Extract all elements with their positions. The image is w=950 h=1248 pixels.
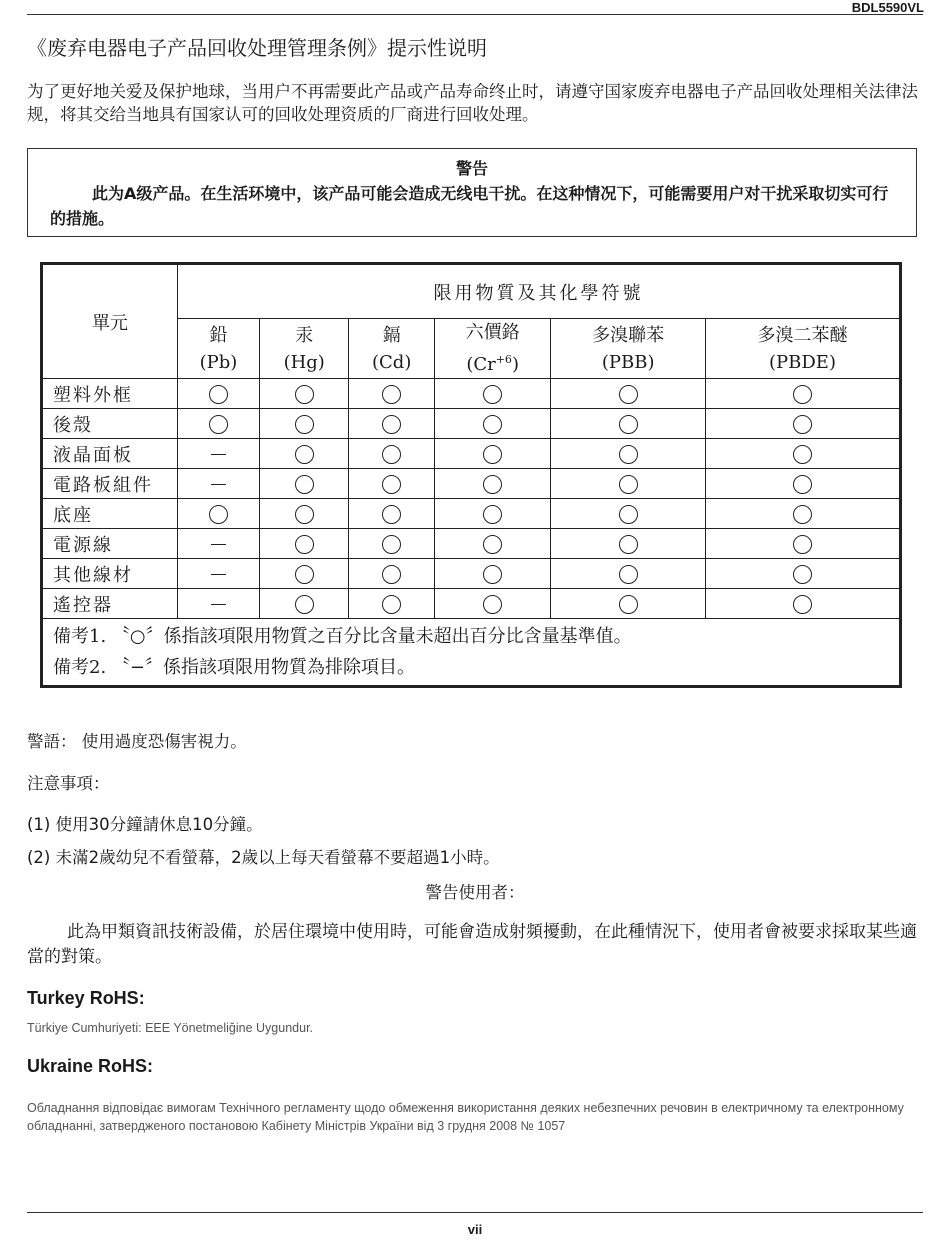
circle-mark-icon bbox=[619, 475, 638, 494]
circle-mark-icon bbox=[793, 565, 812, 584]
compliance-cell bbox=[434, 559, 550, 589]
compliance-cell bbox=[259, 499, 349, 529]
substance-symbol bbox=[706, 349, 899, 376]
compliance-cell bbox=[706, 439, 901, 469]
compliance-cell bbox=[349, 589, 434, 619]
dash-mark-icon bbox=[211, 574, 226, 575]
circle-mark-icon bbox=[793, 445, 812, 464]
circle-mark-icon bbox=[619, 535, 638, 554]
compliance-cell bbox=[706, 559, 901, 589]
table-row bbox=[42, 589, 901, 619]
compliance-cell bbox=[706, 529, 901, 559]
intro-paragraph: 为了更好地关爱及保护地球，当用户不再需要此产品或产品寿命终止时，请遵守国家废弃电器电子产品回收处理相关法律法规，将其交给当地具有国家认可的回收处理资质的厂商进行回收处理。 bbox=[27, 82, 918, 124]
circle-mark-icon bbox=[382, 535, 401, 554]
header-rule bbox=[27, 14, 923, 15]
circle-mark-icon bbox=[295, 385, 314, 404]
substance-symbol-end: ) bbox=[511, 354, 519, 375]
part-name: 遙控器 bbox=[42, 589, 178, 619]
compliance-cell bbox=[178, 589, 260, 619]
compliance-cell bbox=[178, 409, 260, 439]
compliance-cell bbox=[349, 409, 434, 439]
substance-symbol-text: (PBB) bbox=[601, 351, 655, 373]
substance-symbol-text: (Cr bbox=[466, 354, 496, 375]
compliance-cell bbox=[706, 589, 901, 619]
compliance-cell bbox=[259, 529, 349, 559]
compliance-cell bbox=[178, 499, 260, 529]
circle-mark-icon bbox=[793, 505, 812, 524]
substance-name: 鉛 bbox=[209, 324, 228, 346]
substance-symbol-text: (Pb) bbox=[199, 351, 238, 373]
circle-mark-icon bbox=[483, 595, 502, 614]
turkey-rohs-heading: Turkey RoHS: bbox=[27, 988, 145, 1008]
ukraine-rohs-text: Обладнання відповідає вимогам Технічного регламенту щодо обмеження використання деяких небезпечних речовин в електричному та електронному обладнанні, затвердженого постановою Кабінету Міністрів України від 3 грудня 2008 № 1057 bbox=[27, 1101, 904, 1133]
table-note-1: 備考1. 〝○〞係指該項限用物質之百分比含量未超出百分比含量基準值。 bbox=[53, 626, 632, 647]
compliance-cell bbox=[259, 409, 349, 439]
circle-mark-icon bbox=[382, 385, 401, 404]
table-row bbox=[42, 529, 901, 559]
substance-name: 汞 bbox=[295, 324, 314, 346]
dash-mark-icon bbox=[211, 604, 226, 605]
compliance-cell bbox=[349, 469, 434, 499]
circle-mark-icon bbox=[483, 505, 502, 524]
circle-mark-icon bbox=[793, 385, 812, 404]
hazardous-substances-table bbox=[40, 262, 902, 688]
dash-mark-icon bbox=[211, 484, 226, 485]
dash-mark-icon bbox=[211, 454, 226, 455]
circle-mark-icon bbox=[793, 475, 812, 494]
compliance-cell bbox=[259, 469, 349, 499]
substance-header bbox=[434, 319, 550, 379]
footer-rule bbox=[27, 1212, 923, 1213]
table-body bbox=[42, 379, 901, 619]
warning-title: 警告 bbox=[455, 159, 488, 178]
part-name: 液晶面板 bbox=[42, 439, 178, 469]
part-name: 其他線材 bbox=[42, 559, 178, 589]
substance-symbol-superscript: +6 bbox=[495, 353, 512, 366]
substance-symbol bbox=[435, 346, 550, 378]
circle-mark-icon bbox=[209, 505, 228, 524]
circle-mark-icon bbox=[619, 565, 638, 584]
table-row bbox=[42, 499, 901, 529]
part-name: 底座 bbox=[42, 499, 178, 529]
compliance-cell bbox=[551, 409, 706, 439]
substance-header bbox=[551, 319, 706, 379]
circle-mark-icon bbox=[295, 565, 314, 584]
circle-mark-icon bbox=[483, 565, 502, 584]
circle-mark-icon bbox=[793, 535, 812, 554]
compliance-cell bbox=[551, 499, 706, 529]
circle-mark-icon bbox=[295, 445, 314, 464]
substance-symbol-text: (Hg) bbox=[283, 351, 325, 373]
compliance-cell bbox=[706, 499, 901, 529]
table-note-2: 備考2. 〝−〞係指該項限用物質為排除項目。 bbox=[53, 657, 415, 678]
compliance-cell bbox=[551, 469, 706, 499]
circle-mark-icon bbox=[295, 535, 314, 554]
substance-header bbox=[706, 319, 901, 379]
substance-header bbox=[178, 319, 260, 379]
circle-mark-icon bbox=[295, 475, 314, 494]
compliance-cell bbox=[434, 469, 550, 499]
circle-mark-icon bbox=[209, 415, 228, 434]
warning-text: 此为A级产品。在生活环境中，该产品可能会造成无线电干扰。在这种情况下，可能需要用户对干扰采取切实可行的措施。 bbox=[50, 184, 889, 228]
compliance-cell bbox=[259, 439, 349, 469]
model-number: BDL5590VL bbox=[851, 0, 924, 15]
table-notes bbox=[42, 619, 901, 687]
part-name: 後殼 bbox=[42, 409, 178, 439]
circle-mark-icon bbox=[793, 415, 812, 434]
substance-symbol bbox=[178, 349, 259, 376]
compliance-cell bbox=[178, 379, 260, 409]
circle-mark-icon bbox=[619, 445, 638, 464]
circle-mark-icon bbox=[382, 445, 401, 464]
compliance-cell bbox=[551, 529, 706, 559]
unit-header: 單元 bbox=[42, 264, 178, 379]
compliance-cell bbox=[349, 529, 434, 559]
compliance-cell bbox=[551, 589, 706, 619]
circle-mark-icon bbox=[295, 505, 314, 524]
circle-mark-icon bbox=[793, 595, 812, 614]
compliance-cell bbox=[434, 499, 550, 529]
substance-name: 六價鉻 bbox=[465, 322, 520, 343]
compliance-cell bbox=[551, 379, 706, 409]
circle-mark-icon bbox=[483, 445, 502, 464]
table-row bbox=[42, 559, 901, 589]
compliance-cell bbox=[434, 589, 550, 619]
compliance-cell bbox=[551, 559, 706, 589]
circle-mark-icon bbox=[619, 505, 638, 524]
table-row bbox=[42, 409, 901, 439]
substance-name: 多溴聯苯 bbox=[592, 324, 665, 346]
substance-symbol-text: (PBDE) bbox=[769, 351, 836, 373]
circle-mark-icon bbox=[483, 415, 502, 434]
compliance-cell bbox=[349, 439, 434, 469]
compliance-cell bbox=[178, 469, 260, 499]
compliance-cell bbox=[434, 439, 550, 469]
compliance-cell bbox=[706, 469, 901, 499]
dash-mark-icon bbox=[211, 544, 226, 545]
substance-symbol-text: (Cd) bbox=[372, 351, 412, 373]
substance-symbol bbox=[349, 349, 433, 376]
page-number: vii bbox=[467, 1222, 483, 1237]
table-row bbox=[42, 469, 901, 499]
compliance-cell bbox=[349, 379, 434, 409]
compliance-cell bbox=[259, 559, 349, 589]
substance-symbol bbox=[551, 349, 705, 376]
compliance-cell bbox=[706, 379, 901, 409]
circle-mark-icon bbox=[382, 595, 401, 614]
circle-mark-icon bbox=[382, 505, 401, 524]
vision-warning: 警語： 使用過度恐傷害視力。 bbox=[27, 732, 247, 751]
compliance-cell bbox=[434, 529, 550, 559]
substance-header bbox=[259, 319, 349, 379]
circle-mark-icon bbox=[295, 595, 314, 614]
compliance-cell bbox=[551, 439, 706, 469]
compliance-cell bbox=[434, 379, 550, 409]
notes-title: 注意事項： bbox=[27, 774, 110, 793]
circle-mark-icon bbox=[382, 565, 401, 584]
user-warning-text: 此為甲類資訊技術設備，於居住環境中使用時，可能會造成射頻擾動，在此種情況下，使用者會被要求採取某些適當的對策。 bbox=[27, 922, 917, 967]
part-name: 電路板組件 bbox=[42, 469, 178, 499]
note-item-1: (1) 使用30分鐘請休息10分鐘。 bbox=[27, 815, 263, 834]
substance-name: 多溴二苯醚 bbox=[757, 324, 848, 346]
circle-mark-icon bbox=[483, 535, 502, 554]
substances-group-header: 限用物質及其化學符號 bbox=[178, 264, 901, 319]
circle-mark-icon bbox=[382, 475, 401, 494]
circle-mark-icon bbox=[209, 385, 228, 404]
compliance-cell bbox=[178, 439, 260, 469]
circle-mark-icon bbox=[382, 415, 401, 434]
part-name: 電源線 bbox=[42, 529, 178, 559]
compliance-cell bbox=[434, 409, 550, 439]
page-title: 《废弃电器电子产品回收处理管理条例》提示性说明 bbox=[27, 36, 487, 60]
circle-mark-icon bbox=[619, 385, 638, 404]
compliance-cell bbox=[178, 529, 260, 559]
substance-header bbox=[349, 319, 434, 379]
circle-mark-icon bbox=[295, 415, 314, 434]
substance-symbol bbox=[260, 349, 349, 376]
circle-mark-icon bbox=[619, 415, 638, 434]
ukraine-rohs-heading: Ukraine RoHS: bbox=[27, 1056, 154, 1076]
compliance-cell bbox=[178, 559, 260, 589]
circle-mark-icon bbox=[619, 595, 638, 614]
compliance-cell bbox=[349, 499, 434, 529]
circle-mark-icon bbox=[483, 475, 502, 494]
substance-name: 鎘 bbox=[382, 324, 401, 346]
turkey-rohs-text: Türkiye Cumhuriyeti: EEE Yönetmeliğine Uygundur. bbox=[27, 1021, 314, 1035]
circle-mark-icon bbox=[483, 385, 502, 404]
table-row bbox=[42, 439, 901, 469]
class-a-warning-box bbox=[27, 148, 917, 237]
compliance-cell bbox=[706, 409, 901, 439]
table-row bbox=[42, 379, 901, 409]
user-warning-title: 警告使用者： bbox=[425, 883, 525, 902]
note-item-2: (2) 未滿2歲幼兒不看螢幕，2歲以上每天看螢幕不要超過1小時。 bbox=[27, 848, 500, 867]
compliance-cell bbox=[259, 379, 349, 409]
part-name: 塑料外框 bbox=[42, 379, 178, 409]
compliance-cell bbox=[259, 589, 349, 619]
compliance-cell bbox=[349, 559, 434, 589]
